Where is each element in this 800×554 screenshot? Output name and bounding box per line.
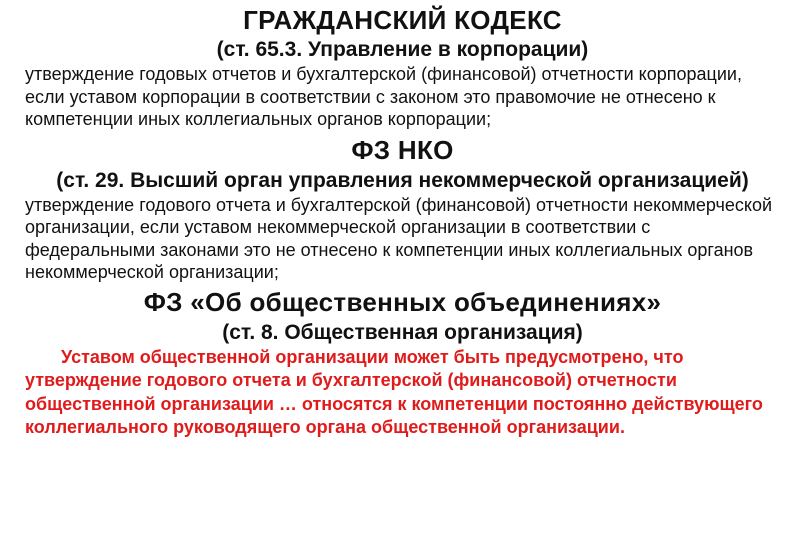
section2-subtitle: (ст. 29. Высший орган управления некоммерческой организацией) [56,168,749,192]
section3-highlight: Уставом общественной организации может быть предусмотрено, что утверждение годового отчета и бухгалтерской (финансовой) отчетности общественной организации … относятся к компетенции постоянно действующего коллегиального руководящего органа общественной организации. [25,346,763,437]
section3-subtitle: (ст. 8. Общественная организация) [222,320,583,344]
section1-title: ГРАЖДАНСКИЙ КОДЕКС [243,5,562,35]
section2-body: утверждение годового отчета и бухгалтерской (финансовой) отчетности некоммерческой организации, если уставом некоммерческой организации в соответствии с федеральными законами это не отнесено к компетенции иных коллегиальных органов некоммерческой организации; [25,194,773,282]
section3-title: ФЗ «Об общественных объединениях» [143,286,662,317]
section1-subtitle: (ст. 65.3. Управление в корпорации) [216,38,589,61]
section2-title: ФЗ НКО [351,134,454,165]
section1-body: утверждение годовых отчетов и бухгалтерской (финансовой) отчетности корпорации, если уставом корпорации в соответствии с законом это правомочие не отнесено к компетенции иных коллегиальных органов корпорации; [25,64,742,129]
